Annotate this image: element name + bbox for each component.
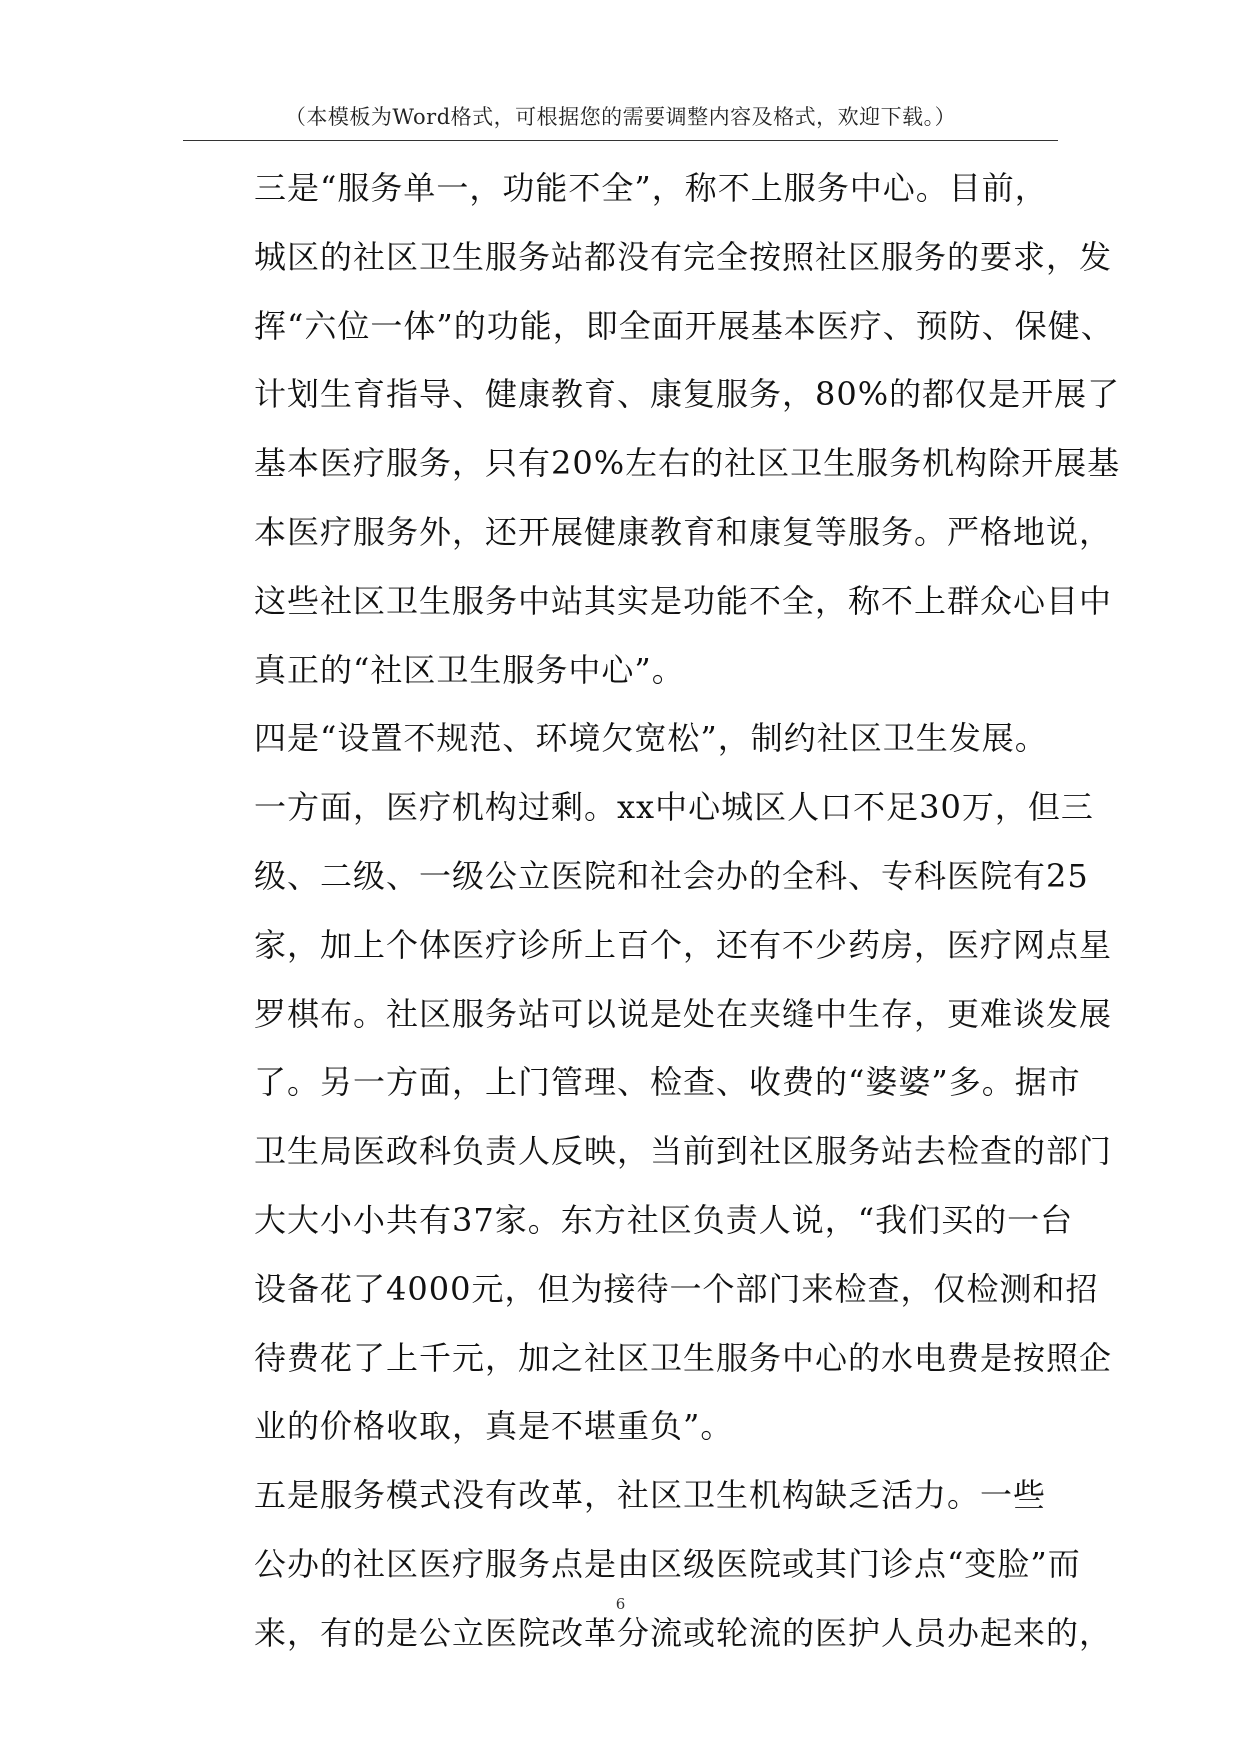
text-line: 卫生局医政科负责人反映，当前到社区服务站去检查的部门 bbox=[254, 1132, 1113, 1171]
text-line: 来，有的是公立医院改革分流或轮流的医护人员办起来的， bbox=[254, 1613, 1113, 1652]
text-line: 设备花了4000元，但为接待一个部门来检查，仅检测和招 bbox=[254, 1269, 1099, 1308]
paragraph-three bbox=[190, 154, 1121, 704]
text-line: 基本医疗服务，只有20%左右的社区卫生服务机构除开展基 bbox=[254, 444, 1121, 483]
text-line: 一方面，医疗机构过剩。xx中心城区人口不足30万，但三 bbox=[254, 788, 1094, 827]
text-line: 了。另一方面，上门管理、检查、收费的“婆婆”多。据市 bbox=[254, 1063, 1081, 1102]
paragraph-five bbox=[190, 1461, 1113, 1667]
text-line: 公办的社区医疗服务点是由区级医院或其门诊点“变脸”而 bbox=[254, 1544, 1081, 1583]
text-line: 本医疗服务外，还开展健康教育和康复等服务。严格地说， bbox=[254, 512, 1113, 551]
text-line: 计划生育指导、健康教育、康复服务，80%的都仅是开展了 bbox=[254, 375, 1121, 414]
text-line: 城区的社区卫生服务站都没有完全按照社区服务的要求，发 bbox=[254, 237, 1113, 276]
template-note-header: （本模板为Word格式，可根据您的需要调整内容及格式，欢迎下载。） bbox=[284, 105, 957, 129]
text-line: 罗棋布。社区服务站可以说是处在夹缝中生存，更难谈发展 bbox=[254, 994, 1113, 1033]
header-divider bbox=[183, 140, 1058, 141]
text-line: 级、二级、一级公立医院和社会办的全科、专科医院有25 bbox=[254, 856, 1089, 895]
text-line: 家，加上个体医疗诊所上百个，还有不少药房，医疗网点星 bbox=[254, 925, 1113, 964]
text-line: 挥“六位一体”的功能，即全面开展基本医疗、预防、保健、 bbox=[254, 306, 1114, 345]
document-body bbox=[190, 154, 1121, 1668]
page-number: 6 bbox=[615, 1595, 626, 1613]
text-line: 三是“服务单一，功能不全”，称不上服务中心。目前， bbox=[254, 169, 1048, 207]
text-line: 四是“设置不规范、环境欠宽松”，制约社区卫生发展。 bbox=[254, 719, 1048, 758]
text-line: 业的价格收取，真是不堪重负”。 bbox=[254, 1407, 734, 1446]
text-line: 真正的“社区卫生服务中心”。 bbox=[254, 650, 685, 689]
text-line: 大大小小共有37家。东方社区负责人说，“我们买的一台 bbox=[254, 1200, 1074, 1239]
text-line: 这些社区卫生服务中站其实是功能不全，称不上群众心目中 bbox=[254, 581, 1113, 620]
paragraph-four bbox=[190, 704, 1113, 1461]
text-line: 五是服务模式没有改革，社区卫生机构缺乏活力。一些 bbox=[254, 1476, 1047, 1515]
text-line: 待费花了上千元，加之社区卫生服务中心的水电费是按照企 bbox=[254, 1338, 1113, 1377]
